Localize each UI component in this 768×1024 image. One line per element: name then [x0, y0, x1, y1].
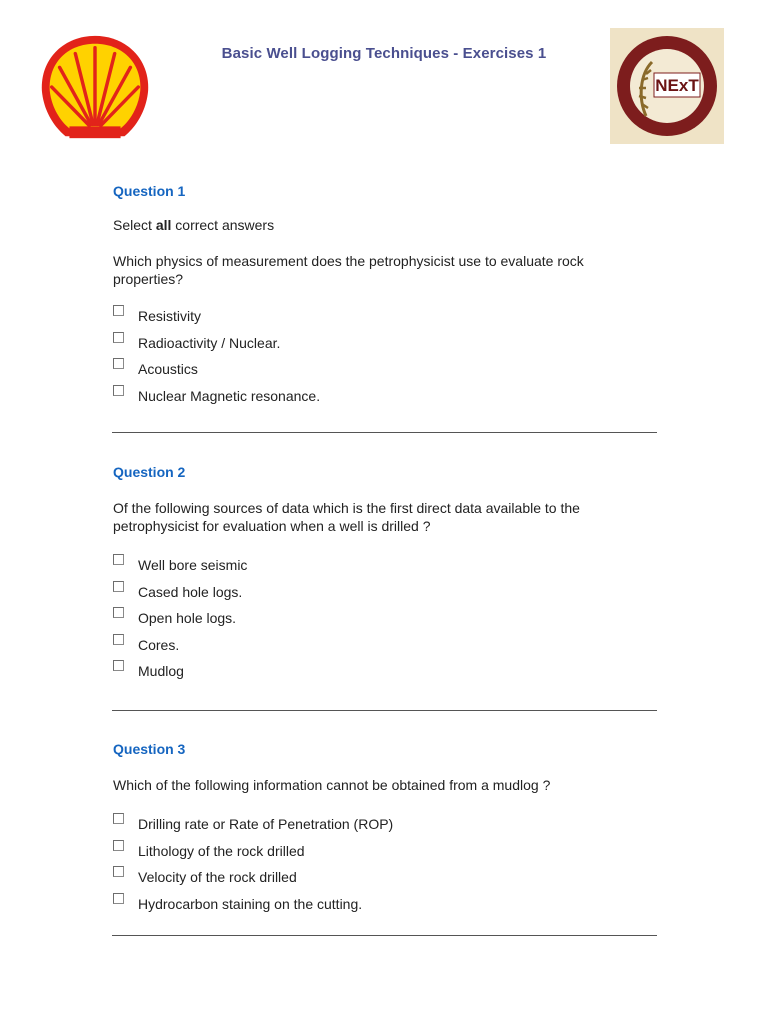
question-heading: Question 2 — [113, 464, 186, 480]
answer-option[interactable]: Well bore seismic — [113, 554, 658, 581]
answer-option[interactable]: Radioactivity / Nuclear. — [113, 332, 658, 359]
checkbox[interactable] — [113, 305, 124, 316]
page-title: Basic Well Logging Techniques - Exercises 1 — [221, 45, 547, 62]
question-text: Of the following sources of data which is the first direct data available to the petrophysicist for evaluation when a well is drilled ? — [113, 500, 580, 534]
checkbox[interactable] — [113, 813, 124, 824]
checkbox[interactable] — [113, 385, 124, 396]
question-1 — [113, 183, 658, 411]
checkbox[interactable] — [113, 866, 124, 877]
question-text: Which of the following information cannot be obtained from a mudlog ? — [113, 777, 551, 793]
next-logo-text: NExT — [655, 76, 699, 95]
answer-option[interactable]: Velocity of the rock drilled — [113, 866, 658, 893]
question-3 — [113, 741, 658, 919]
question-text: Which physics of measurement does the petrophysicist use to evaluate rock properties? — [113, 253, 584, 287]
checkbox[interactable] — [113, 634, 124, 645]
checkbox[interactable] — [113, 840, 124, 851]
checkbox[interactable] — [113, 332, 124, 343]
answer-option[interactable]: Open hole logs. — [113, 607, 658, 634]
divider — [112, 935, 657, 936]
question-2 — [113, 464, 658, 687]
next-logo — [610, 28, 724, 144]
checkbox[interactable] — [113, 607, 124, 618]
checkbox[interactable] — [113, 358, 124, 369]
answer-option[interactable]: Drilling rate or Rate of Penetration (ROP) — [113, 813, 658, 840]
checkbox[interactable] — [113, 893, 124, 904]
checkbox[interactable] — [113, 581, 124, 592]
answer-option[interactable]: Acoustics — [113, 358, 658, 385]
question-instruction: Select all correct answers — [113, 217, 275, 233]
divider — [112, 710, 657, 711]
answer-option[interactable]: Cores. — [113, 634, 658, 661]
answer-option[interactable]: Hydrocarbon staining on the cutting. — [113, 893, 658, 920]
answer-option[interactable]: Lithology of the rock drilled — [113, 840, 658, 867]
answer-option[interactable]: Cased hole logs. — [113, 581, 658, 608]
answer-option[interactable]: Resistivity — [113, 305, 658, 332]
checkbox[interactable] — [113, 554, 124, 565]
answer-option[interactable]: Nuclear Magnetic resonance. — [113, 385, 658, 412]
checkbox[interactable] — [113, 660, 124, 671]
question-heading: Question 3 — [113, 741, 186, 757]
divider — [112, 432, 657, 433]
answer-option[interactable]: Mudlog — [113, 660, 658, 687]
question-heading: Question 1 — [113, 183, 186, 199]
